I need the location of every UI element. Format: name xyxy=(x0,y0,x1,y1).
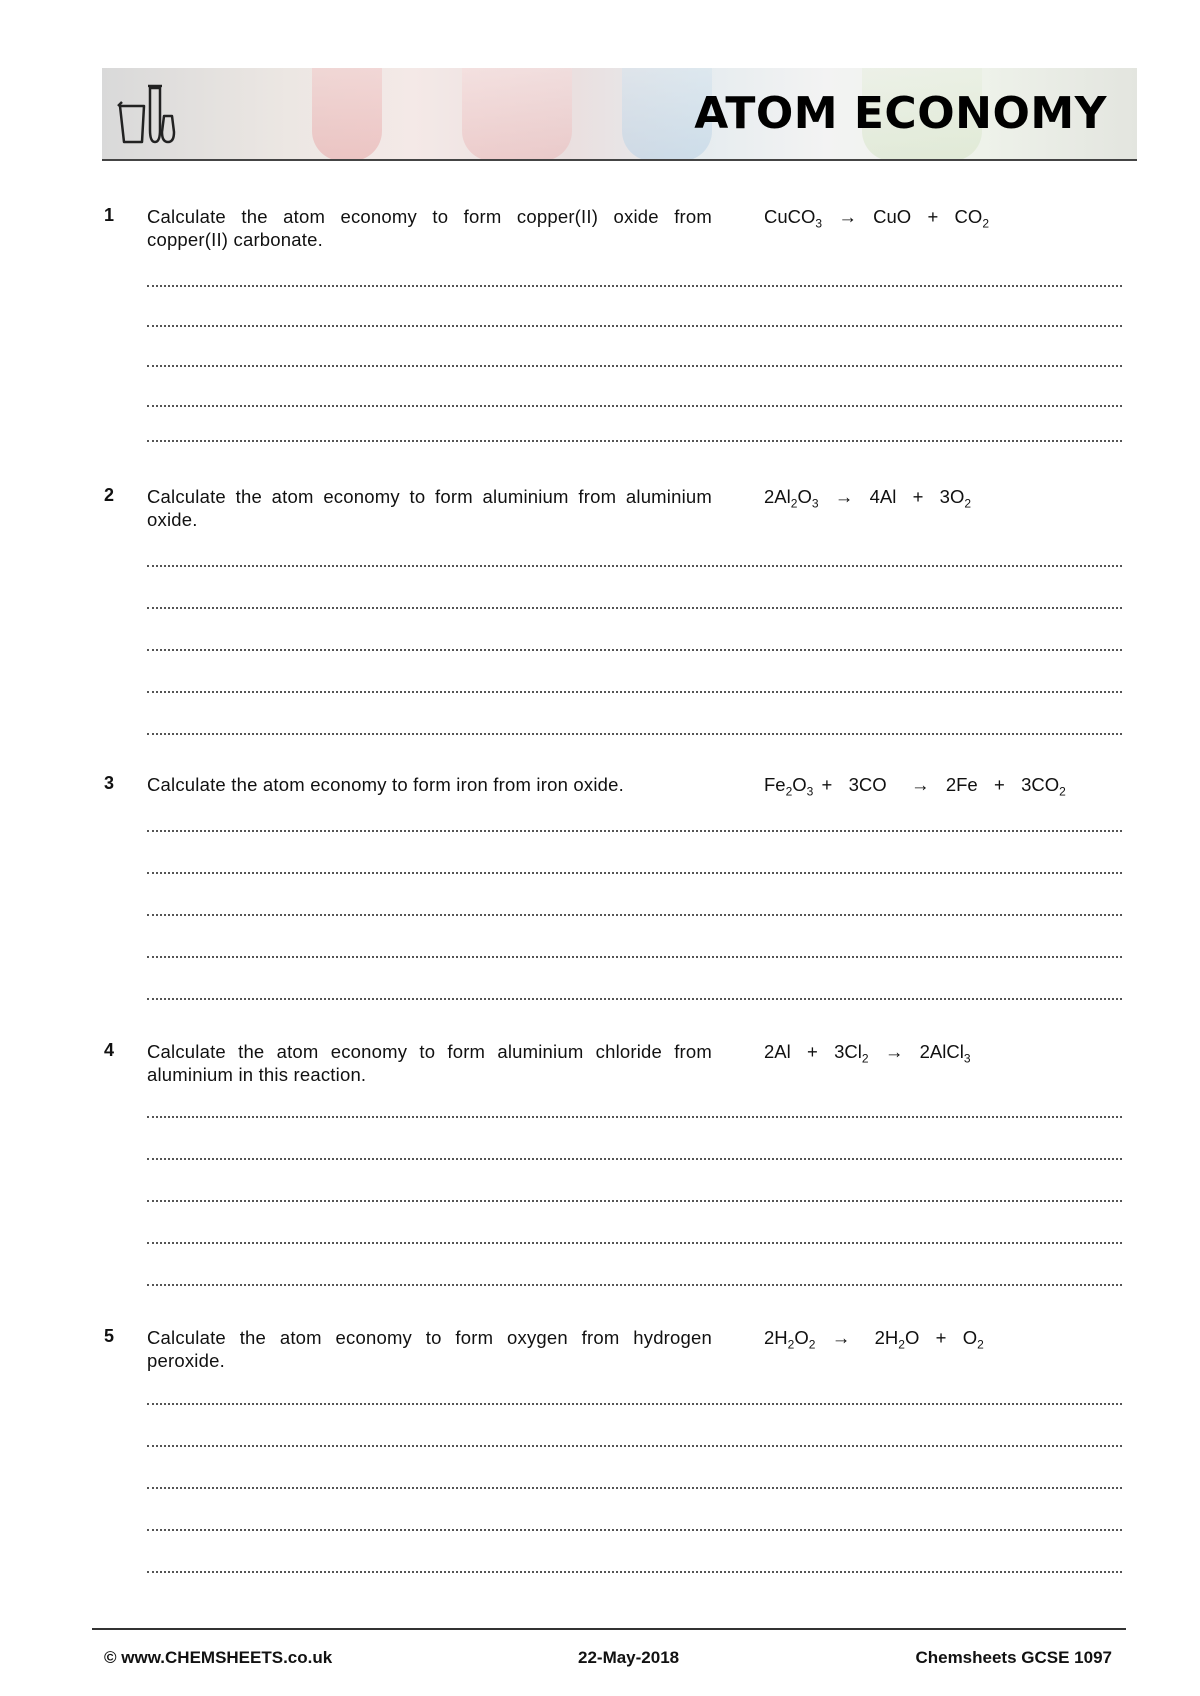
chemical-equation: $2Al_2O_3 \to 4Al + 3O_2$ xyxy=(764,486,972,511)
question-text: Calculate the atom economy to form aluminium from aluminium oxide. xyxy=(147,486,712,530)
answer-line[interactable] xyxy=(147,440,1122,442)
answer-line[interactable] xyxy=(147,1571,1122,1573)
lab-glassware-icon xyxy=(114,80,184,150)
chemical-equation: $2H_2O_2 \to 2H_2O + O_2$ xyxy=(764,1327,984,1352)
banner-tube-decoration xyxy=(312,68,382,161)
page-title: ATOM ECONOMY xyxy=(694,88,1107,139)
answer-line[interactable] xyxy=(147,285,1122,287)
chemical-equation: $Fe_2O_3 + 3CO \to 2Fe + 3CO_2$ xyxy=(764,774,1066,799)
answer-line[interactable] xyxy=(147,733,1122,735)
answer-line[interactable] xyxy=(147,649,1122,651)
footer-reference: Chemsheets GCSE 1097 xyxy=(915,1648,1112,1667)
question-number: 4 xyxy=(104,1040,115,1060)
answer-line[interactable] xyxy=(147,1116,1122,1118)
answer-line[interactable] xyxy=(147,956,1122,958)
answer-line[interactable] xyxy=(147,872,1122,874)
answer-line[interactable] xyxy=(147,325,1122,327)
question-text: Calculate the atom economy to form aluminium chloride from aluminium in this reaction. xyxy=(147,1041,712,1085)
answer-line[interactable] xyxy=(147,998,1122,1000)
answer-line[interactable] xyxy=(147,691,1122,693)
header-banner xyxy=(102,68,1137,161)
question-number: 5 xyxy=(104,1326,115,1346)
footer-website: © www.CHEMSHEETS.co.uk xyxy=(104,1648,333,1667)
answer-line[interactable] xyxy=(147,1158,1122,1160)
question-text: Calculate the atom economy to form iron from iron oxide. xyxy=(147,774,624,795)
chemical-equation: $2Al + 3Cl_2$ → 2AlCl$_3$ xyxy=(764,1041,971,1066)
question-number: 3 xyxy=(104,773,115,793)
answer-line[interactable] xyxy=(147,1284,1122,1286)
answer-line[interactable] xyxy=(147,914,1122,916)
answer-line[interactable] xyxy=(147,607,1122,609)
answer-line[interactable] xyxy=(147,1529,1122,1531)
question-text: Calculate the atom economy to form oxygen from hydrogen peroxide. xyxy=(147,1327,712,1371)
footer-divider xyxy=(92,1628,1126,1630)
footer-date: 22-May-2018 xyxy=(578,1648,680,1667)
answer-line[interactable] xyxy=(147,1200,1122,1202)
answer-line[interactable] xyxy=(147,565,1122,567)
answer-line[interactable] xyxy=(147,365,1122,367)
chemical-equation: CuCO$_3$ → CuO + $CO_2$ xyxy=(764,206,989,231)
answer-line[interactable] xyxy=(147,1403,1122,1405)
answer-line[interactable] xyxy=(147,405,1122,407)
question-number: 1 xyxy=(104,205,115,225)
answer-line[interactable] xyxy=(147,1487,1122,1489)
answer-line[interactable] xyxy=(147,1445,1122,1447)
question-number: 2 xyxy=(104,485,115,505)
answer-line[interactable] xyxy=(147,830,1122,832)
banner-tube-decoration xyxy=(462,68,572,161)
question-text: Calculate the atom economy to form copper(II) oxide from copper(II) carbonate. xyxy=(147,206,712,250)
answer-line[interactable] xyxy=(147,1242,1122,1244)
